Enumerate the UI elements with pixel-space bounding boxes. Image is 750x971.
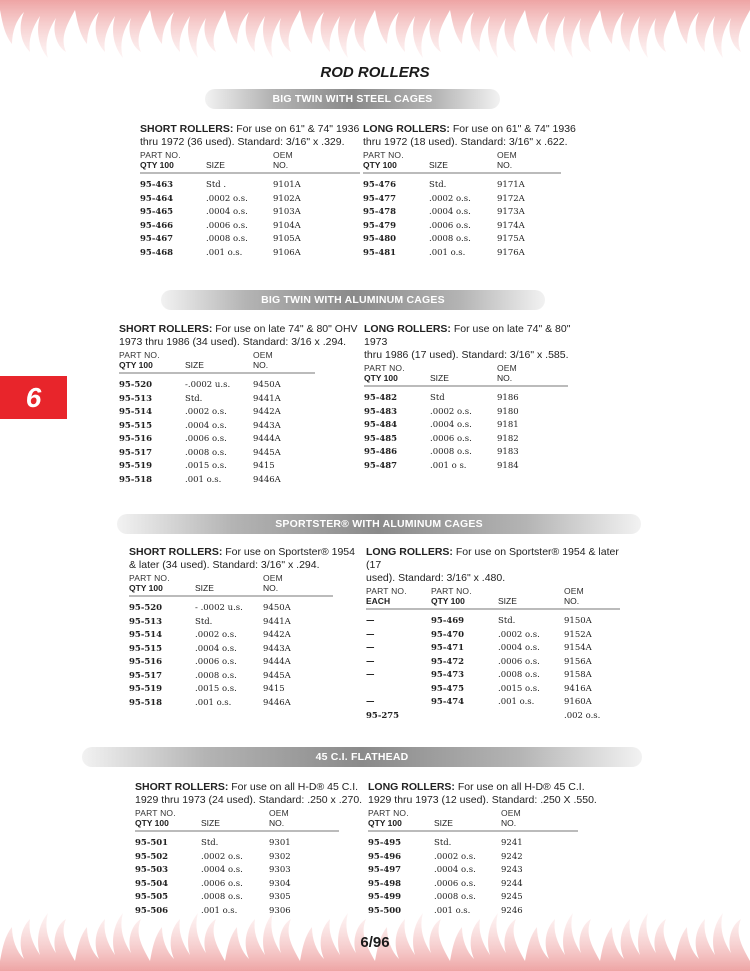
table-header: PART NO. OEM QTY 100 SIZE NO.	[368, 808, 578, 832]
table-row: 95-479 .0006 o.s. 9174A	[363, 220, 525, 231]
table-big-twin-steel-long	[363, 123, 583, 260]
table-flathead-long	[368, 781, 598, 918]
flame-border-top	[0, 0, 750, 60]
table-row: 95-502 .0002 o.s. 9302	[135, 851, 291, 862]
table-row: 95-486 .0008 o.s. 9183	[364, 447, 519, 457]
table-row: — 95-471 .0004 o.s. 9154A	[366, 643, 592, 653]
table-row: 95-519 .0015 o.s. 9415	[129, 684, 285, 694]
table-row: — 95-472 .0006 o.s. 9156A	[366, 656, 592, 667]
table-row: 95-516 .0006 o.s. 9444A	[129, 657, 291, 667]
table-row: 95-475 .0015 o.s. 9416A	[431, 683, 592, 694]
table-row: 95-506 .001 o.s. 9306	[135, 905, 291, 916]
table-row: 95-504 .0006 o.s. 9304	[135, 878, 291, 889]
table-row: 95-520 - .0002 u.s. 9450A	[129, 603, 291, 613]
table-description: LONG ROLLERS: For use on Sportster® 1954 & later (17 used). Standard: 3/16" x .480.	[366, 546, 619, 584]
table-row: 95-520 -.0002 u.s. 9450A	[119, 380, 281, 390]
table-row: — 95-470 .0002 o.s. 9152A	[366, 629, 592, 640]
table-row: 95-516 .0006 o.s. 9444A	[119, 434, 281, 444]
table-row: 95-496 .0002 o.s. 9242	[368, 851, 523, 862]
table-row: 95-499 .0008 o.s. 9245	[368, 892, 523, 902]
table-row: 95-463 Std . 9101A	[140, 180, 301, 190]
table-row: 95-482 Std 9186	[364, 393, 519, 403]
page-number: 6/96	[360, 934, 390, 951]
table-row: 95-466 .0006 o.s. 9104A	[140, 220, 301, 231]
table-row: 95-518 .001 o.s. 9446A	[129, 697, 291, 708]
table-row: 95-465 .0004 o.s. 9103A	[140, 207, 301, 217]
table-row: 95-467 .0008 o.s. 9105A	[140, 234, 301, 244]
table-description: LONG ROLLERS: For use on 61" & 74" 1936 thru 1972 (18 used). Standard: 3/16" x .622.	[363, 123, 576, 148]
section-header-big-twin-steel: BIG TWIN WITH STEEL CAGES	[205, 89, 500, 109]
table-row: — 95-473 .0008 o.s. 9158A	[366, 670, 592, 680]
table-sportster-long	[366, 546, 630, 723]
table-header: PART NO. OEM QTY 100 SIZE NO.	[364, 363, 568, 387]
table-description: SHORT ROLLERS: For use on all H-D® 45 C.I. 1929 thru 1973 (24 used). Standard: .250 x .270.	[135, 781, 363, 806]
table-row: 95-519 .0015 o.s. 9415	[119, 461, 275, 471]
table-row: 95-517 .0008 o.s. 9445A	[119, 447, 281, 458]
table-row: 95-487 .001 o s. 9184	[364, 460, 519, 471]
table-description: LONG ROLLERS: For use on all H-D® 45 C.I. 1929 thru 1973 (12 used). Standard: .250 X .550.	[368, 781, 597, 806]
table-description: LONG ROLLERS: For use on late 74" & 80" 1973 thru 1986 (17 used). Standard: 3/16" x .585.	[364, 323, 571, 361]
table-header: PART NO. OEM QTY 100 SIZE NO.	[135, 808, 339, 832]
table-row: 95-478 .0004 o.s. 9173A	[363, 207, 525, 217]
table-row: 95-500 .001 o.s. 9246	[368, 905, 523, 916]
table-row: 95-275 .002 o.s.	[366, 710, 601, 721]
table-row: 95-518 .001 o.s. 9446A	[119, 474, 281, 485]
table-row: 95-514 .0002 o.s. 9442A	[129, 630, 291, 640]
table-row: — 95-469 Std. 9150A	[366, 616, 592, 626]
table-row: 95-481 .001 o.s. 9176A	[363, 247, 525, 258]
table-big-twin-steel-short	[140, 123, 360, 260]
table-big-twin-aluminum-short	[119, 323, 359, 487]
section-header-sportster-aluminum: SPORTSTER® WITH ALUMINUM CAGES	[117, 514, 641, 534]
table-row: 95-505 .0008 o.s. 9305	[135, 892, 291, 902]
table-header: PART NO. OEM QTY 100 SIZE NO.	[119, 350, 315, 374]
table-row: 95-480 .0008 o.s. 9175A	[363, 234, 525, 244]
table-row: 95-515 .0004 o.s. 9443A	[129, 643, 291, 654]
table-row: 95-501 Std. 9301	[135, 838, 291, 848]
page-title: ROD ROLLERS	[320, 64, 430, 81]
table-description: SHORT ROLLERS: For use on late 74" & 80" OHV 1973 thru 1986 (34 used). Standard: 3/16 x .294.	[119, 323, 358, 348]
table-row: 95-497 .0004 o.s. 9243	[368, 865, 523, 875]
table-row: 95-513 Std. 9441A	[119, 393, 281, 404]
table-description: SHORT ROLLERS: For use on 61" & 74" 1936 thru 1972 (36 used). Standard: 3/16" x .329.	[140, 123, 360, 148]
table-sportster-short	[129, 546, 359, 710]
table-row: 95-477 .0002 o.s. 9172A	[363, 193, 525, 204]
table-row: 95-464 .0002 o.s. 9102A	[140, 193, 301, 204]
section-header-big-twin-aluminum: BIG TWIN WITH ALUMINUM CAGES	[161, 290, 545, 310]
chapter-tab: 6	[0, 376, 67, 419]
table-header: PART NO. OEM QTY 100 SIZE NO.	[129, 573, 333, 597]
table-row: — 95-474 .001 o.s. 9160A	[366, 697, 592, 707]
table-row: 95-495 Std. 9241	[368, 838, 523, 848]
table-header: PART NO. OEM QTY 100 SIZE NO.	[363, 150, 561, 174]
table-header: PART NO. OEM QTY 100 SIZE NO.	[140, 150, 360, 174]
table-row: 95-514 .0002 o.s. 9442A	[119, 407, 281, 417]
table-row: 95-483 .0002 o.s. 9180	[364, 406, 519, 417]
table-big-twin-aluminum-long	[364, 323, 584, 473]
section-header-45-flathead: 45 C.I. FLATHEAD	[82, 747, 642, 767]
table-row: 95-498 .0006 o.s. 9244	[368, 878, 523, 889]
table-row: 95-513 Std. 9441A	[129, 616, 291, 627]
table-row: 95-484 .0004 o.s. 9181	[364, 420, 519, 430]
table-row: 95-515 .0004 o.s. 9443A	[119, 420, 281, 431]
table-row: 95-468 .001 o.s. 9106A	[140, 247, 301, 258]
table-row: 95-485 .0006 o.s. 9182	[364, 433, 519, 444]
table-row: 95-476 Std. 9171A	[363, 180, 525, 190]
table-header: PART NO. PART NO. OEM EACH QTY 100 SIZE NO.	[366, 586, 620, 610]
table-row: 95-517 .0008 o.s. 9445A	[129, 670, 291, 681]
table-flathead-short	[135, 781, 365, 918]
table-row: 95-503 .0004 o.s. 9303	[135, 865, 291, 875]
table-description: SHORT ROLLERS: For use on Sportster® 1954 & later (34 used). Standard: 3/16" x .294.	[129, 546, 355, 571]
